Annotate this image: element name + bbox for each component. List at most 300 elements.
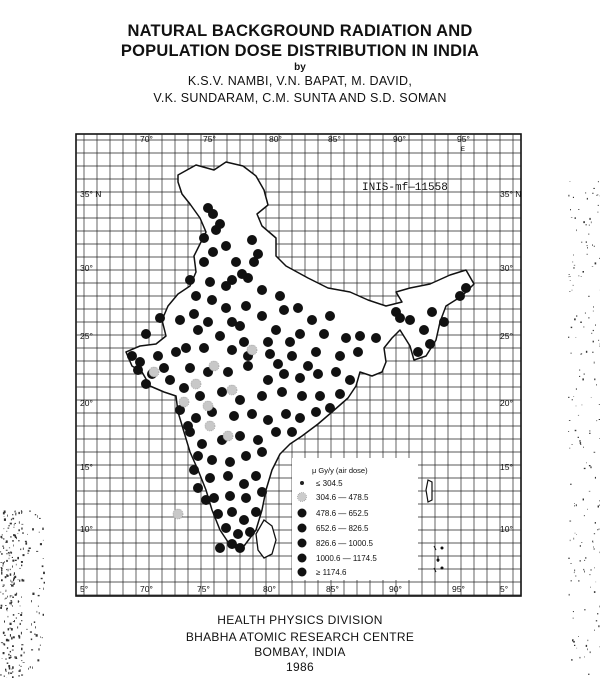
scan-speck <box>8 639 10 641</box>
scan-speck <box>597 194 598 195</box>
scan-speck <box>32 667 33 669</box>
scan-speck <box>15 511 16 513</box>
lon-bottom-95: 95° <box>452 584 465 594</box>
measurement-dot <box>253 249 263 259</box>
scan-speck <box>592 193 593 194</box>
scan-speck <box>12 597 14 598</box>
scan-speck <box>573 618 574 619</box>
measurement-dot <box>287 427 297 437</box>
scan-speck <box>5 576 7 578</box>
measurement-dot <box>257 311 267 321</box>
scan-speck <box>583 271 585 273</box>
scan-speck <box>584 609 586 610</box>
measurement-dot <box>335 389 345 399</box>
measurement-dot <box>217 387 227 397</box>
scan-speck <box>8 528 10 529</box>
scan-speck <box>4 635 6 636</box>
scan-speck <box>595 477 596 479</box>
scan-speck <box>591 398 592 399</box>
measurement-dot <box>251 507 261 517</box>
measurement-dot <box>221 523 231 533</box>
measurement-dot <box>287 351 297 361</box>
legend-label-5: 826.6 — 1000.5 <box>316 539 373 548</box>
scan-noise-left <box>0 420 45 678</box>
lon-bottom-70: 70° <box>140 584 153 594</box>
scan-speck <box>4 676 5 677</box>
legend-symbol-2 <box>298 493 307 502</box>
measurement-dot-light <box>209 361 219 371</box>
lat-label-30: 30° <box>80 263 93 273</box>
scan-speck <box>12 557 13 558</box>
scan-speck <box>593 188 594 189</box>
scan-speck <box>8 525 9 526</box>
scan-speck <box>582 378 584 380</box>
scan-speck <box>21 524 23 525</box>
scan-speck <box>595 522 596 524</box>
scan-speck <box>587 254 588 255</box>
measurement-dot-light <box>179 397 189 407</box>
measurement-dot <box>175 315 185 325</box>
measurement-dot <box>257 285 267 295</box>
measurement-dot <box>203 317 213 327</box>
title-line-1: NATURAL BACKGROUND RADIATION AND <box>127 22 473 40</box>
measurement-dot <box>307 315 317 325</box>
scan-speck <box>20 655 22 657</box>
measurement-dot <box>277 387 287 397</box>
scan-speck <box>570 540 571 541</box>
measurement-dot <box>179 383 189 393</box>
measurement-dot <box>205 277 215 287</box>
scan-speck <box>576 575 577 576</box>
scan-speck <box>596 582 597 583</box>
scan-speck <box>0 674 2 675</box>
scan-speck <box>586 224 587 225</box>
scan-speck <box>6 550 8 551</box>
scan-speck <box>569 276 571 277</box>
scan-speck <box>8 616 9 618</box>
scan-speck <box>589 431 590 432</box>
scan-speck <box>596 620 597 621</box>
scan-speck <box>20 606 21 607</box>
scan-noise-right <box>560 180 600 678</box>
measurement-dot <box>263 337 273 347</box>
scan-speck <box>20 614 22 616</box>
scan-speck <box>4 561 5 563</box>
scan-speck <box>2 537 3 539</box>
legend <box>292 458 418 580</box>
legend-label-3: 478.6 — 652.5 <box>316 509 369 518</box>
scan-speck <box>11 519 12 521</box>
scan-speck <box>598 506 599 508</box>
scan-speck <box>586 462 587 463</box>
scan-speck <box>3 562 4 564</box>
measurement-dot <box>241 301 251 311</box>
scan-speck <box>34 634 36 635</box>
scan-speck <box>2 534 3 535</box>
scan-speck <box>9 556 11 557</box>
lon-label-80: 80° <box>269 134 282 144</box>
scan-speck <box>570 209 571 210</box>
measurement-dot <box>191 291 201 301</box>
scan-speck <box>2 593 3 594</box>
scan-speck <box>581 542 582 543</box>
measurement-dot <box>271 427 281 437</box>
scan-speck <box>12 566 13 568</box>
scan-speck <box>587 509 588 510</box>
measurement-dot <box>257 487 267 497</box>
scan-speck <box>15 657 16 658</box>
measurement-dot <box>263 415 273 425</box>
scan-speck <box>573 255 574 256</box>
measurement-dot-light <box>247 345 257 355</box>
scan-speck <box>580 444 581 445</box>
measurement-dot <box>341 333 351 343</box>
measurement-dot <box>215 219 225 229</box>
scan-speck <box>16 564 17 566</box>
scan-speck <box>18 579 19 580</box>
scan-speck <box>21 648 23 651</box>
scan-speck <box>41 578 43 579</box>
scan-speck <box>568 397 569 398</box>
scan-speck <box>40 637 41 638</box>
scan-speck <box>19 670 20 672</box>
scan-speck <box>18 529 20 531</box>
scan-speck <box>34 621 35 623</box>
scan-speck <box>576 504 577 506</box>
scan-speck <box>37 611 38 613</box>
scan-speck <box>585 313 586 314</box>
scan-speck <box>588 640 589 641</box>
scan-speck <box>573 267 575 268</box>
scan-speck <box>5 598 7 599</box>
scan-speck <box>575 430 577 431</box>
scan-speck <box>589 225 590 226</box>
measurement-dot <box>395 313 405 323</box>
scan-speck <box>589 233 590 235</box>
scan-speck <box>580 560 581 561</box>
scan-speck <box>35 626 36 628</box>
measurement-dot-light <box>203 401 213 411</box>
scan-speck <box>36 634 38 637</box>
scan-speck <box>39 532 40 533</box>
scan-speck <box>581 242 582 243</box>
scan-speck <box>14 527 15 528</box>
measurement-dot <box>313 369 323 379</box>
measurement-dot <box>185 275 195 285</box>
measurement-dot <box>331 367 341 377</box>
measurement-dot <box>353 347 363 357</box>
scan-speck <box>593 311 594 312</box>
scan-speck <box>576 388 577 390</box>
scan-speck <box>23 548 24 550</box>
scan-speck <box>571 444 573 445</box>
report-number: INIS-mf—11558 <box>362 182 448 194</box>
scan-speck <box>12 560 14 562</box>
measurement-dot <box>193 325 203 335</box>
measurement-dot <box>229 411 239 421</box>
scan-speck <box>589 218 590 220</box>
measurement-dot <box>153 351 163 361</box>
measurement-dot <box>239 515 249 525</box>
scan-speck <box>578 437 579 438</box>
scan-speck <box>6 574 8 575</box>
lon-label-70: 70° <box>140 134 153 144</box>
scan-speck <box>594 379 595 381</box>
scan-speck <box>589 574 590 575</box>
measurement-dot <box>413 347 423 357</box>
scan-speck <box>1 567 2 569</box>
scan-speck <box>574 572 575 573</box>
scan-speck <box>594 567 595 568</box>
scan-speck <box>570 280 571 281</box>
scan-speck <box>11 604 12 605</box>
scan-speck <box>3 585 5 586</box>
scan-speck <box>575 533 576 534</box>
scan-speck <box>8 665 10 667</box>
scan-speck <box>20 568 21 569</box>
scan-speck <box>580 322 582 324</box>
scan-speck <box>31 600 32 602</box>
scan-speck <box>13 584 14 587</box>
scan-speck <box>587 247 588 248</box>
scan-speck <box>573 396 574 397</box>
measurement-dot <box>253 435 263 445</box>
scan-speck <box>569 291 571 292</box>
lat-right-25: 25° <box>500 331 513 341</box>
legend-symbol-5 <box>298 539 307 548</box>
scan-speck <box>581 354 582 355</box>
scan-speck <box>569 521 571 522</box>
scan-speck <box>1 553 2 555</box>
measurement-dot <box>247 409 257 419</box>
scan-speck <box>19 580 20 582</box>
scan-speck <box>11 637 13 639</box>
measurement-dot <box>319 329 329 339</box>
scan-speck <box>584 373 585 374</box>
scan-speck <box>571 659 573 660</box>
scan-speck <box>589 433 591 434</box>
scan-speck <box>569 448 570 449</box>
scan-speck <box>16 617 17 618</box>
measurement-dot <box>279 369 289 379</box>
lon-bottom-85: 85° <box>326 584 339 594</box>
scan-speck <box>23 662 25 663</box>
scan-speck <box>1 572 2 575</box>
scan-speck <box>16 537 17 539</box>
measurement-dot <box>251 471 261 481</box>
scan-speck <box>0 607 2 609</box>
scan-speck <box>21 675 23 676</box>
scan-speck <box>37 515 38 518</box>
measurement-dot <box>223 367 233 377</box>
scan-speck <box>43 540 44 541</box>
measurement-dot <box>208 209 218 219</box>
scan-speck <box>8 569 9 572</box>
scan-speck <box>37 659 39 661</box>
measurement-dot <box>461 283 471 293</box>
lat-right-5: 5° <box>500 584 509 594</box>
scan-speck <box>36 551 38 552</box>
scan-speck <box>0 592 1 593</box>
lon-label-95: 95° <box>457 134 470 144</box>
scan-speck <box>4 621 5 623</box>
lat-label-10: 10° <box>80 524 93 534</box>
scan-speck <box>4 644 5 646</box>
scan-speck <box>568 277 569 278</box>
scan-speck <box>16 593 17 595</box>
measurement-dot <box>425 339 435 349</box>
scan-speck <box>590 587 591 588</box>
scan-speck <box>17 533 18 534</box>
scan-speck <box>10 655 11 656</box>
scan-speck <box>3 565 4 566</box>
scan-speck <box>587 245 588 246</box>
scan-speck <box>7 596 8 598</box>
scan-speck <box>10 596 12 597</box>
scan-speck <box>576 534 577 535</box>
measurement-dot <box>185 363 195 373</box>
scan-speck <box>1 642 3 643</box>
scan-speck <box>594 452 596 453</box>
measurement-dot <box>239 479 249 489</box>
lon-label-85: 85° <box>328 134 341 144</box>
scan-speck <box>12 666 14 669</box>
scan-speck <box>593 341 594 343</box>
scan-speck <box>580 442 581 444</box>
scan-speck <box>38 648 39 650</box>
measurement-dot <box>227 507 237 517</box>
scan-speck <box>574 570 575 572</box>
scan-speck <box>44 582 45 584</box>
scan-speck <box>10 600 12 601</box>
scan-speck <box>578 415 579 416</box>
measurement-dot <box>241 451 251 461</box>
scan-speck <box>29 548 31 550</box>
scan-speck <box>12 514 13 515</box>
measurement-dot <box>141 379 151 389</box>
legend-label-2: 304.6 — 478.5 <box>316 493 369 502</box>
lon-bottom-80: 80° <box>263 584 276 594</box>
scan-speck <box>12 581 13 583</box>
scan-speck <box>7 611 8 612</box>
scan-speck <box>21 596 22 597</box>
scan-speck <box>24 652 25 654</box>
scan-speck <box>18 613 20 614</box>
measurement-dot <box>141 329 151 339</box>
measurement-dot <box>221 281 231 291</box>
scan-speck <box>4 516 5 517</box>
scan-speck <box>593 306 594 308</box>
scan-speck <box>572 290 573 291</box>
scan-speck <box>9 558 10 560</box>
scan-speck <box>573 641 575 643</box>
scan-speck <box>5 659 6 660</box>
measurement-dot <box>213 509 223 519</box>
scan-speck <box>584 657 585 658</box>
measurement-dot <box>311 407 321 417</box>
measurement-dot <box>243 361 253 371</box>
measurement-dot-light <box>227 385 237 395</box>
scan-speck <box>2 546 4 547</box>
scan-speck <box>580 369 581 371</box>
scan-speck <box>576 229 577 231</box>
measurement-dot <box>371 333 381 343</box>
measurement-dot <box>455 291 465 301</box>
scan-speck <box>590 466 591 468</box>
scan-speck <box>569 420 571 421</box>
measurement-dot-small <box>441 547 444 550</box>
measurement-dot <box>215 543 225 553</box>
measurement-dot <box>257 447 267 457</box>
measurement-dot <box>133 365 143 375</box>
measurement-dot <box>215 331 225 341</box>
measurement-dot <box>271 325 281 335</box>
measurement-dot <box>207 455 217 465</box>
measurement-dot <box>223 471 233 481</box>
scan-speck <box>8 552 9 553</box>
scan-speck <box>583 499 584 501</box>
measurement-dot <box>159 363 169 373</box>
measurement-dot <box>227 345 237 355</box>
scan-speck <box>574 503 575 504</box>
scan-speck <box>32 528 34 530</box>
scan-speck <box>9 628 11 629</box>
scan-speck <box>594 546 595 548</box>
scan-speck <box>589 465 591 466</box>
legend-label-6: 1000.6 — 1174.5 <box>316 554 377 563</box>
scan-speck <box>2 586 4 587</box>
measurement-dot-light <box>223 431 233 441</box>
scan-speck <box>18 512 20 514</box>
scan-speck <box>592 352 593 353</box>
scan-speck <box>581 405 582 406</box>
measurement-dot <box>257 391 267 401</box>
scan-speck <box>18 540 19 541</box>
scan-speck <box>568 558 570 559</box>
scan-speck <box>575 217 577 218</box>
scan-speck <box>598 181 599 182</box>
measurement-dot <box>233 529 243 539</box>
scan-speck <box>7 663 9 664</box>
scan-speck <box>23 554 25 556</box>
measurement-dot <box>281 409 291 419</box>
scan-speck <box>21 644 23 645</box>
scan-speck <box>594 591 596 593</box>
measurement-dot <box>295 329 305 339</box>
scan-speck <box>580 657 581 659</box>
measurement-dot <box>225 491 235 501</box>
measurement-dot <box>193 451 203 461</box>
scan-speck <box>31 623 32 625</box>
scan-speck <box>582 353 583 354</box>
scan-speck <box>4 599 5 600</box>
scan-speck <box>572 399 573 400</box>
scan-speck <box>14 620 15 622</box>
scan-speck <box>3 538 4 540</box>
measurement-dot <box>405 315 415 325</box>
scan-speck <box>18 675 20 676</box>
scan-speck <box>10 551 11 552</box>
scan-speck <box>581 276 582 277</box>
scan-speck <box>583 569 584 570</box>
scan-speck <box>568 431 569 432</box>
scan-speck <box>596 384 597 386</box>
scan-speck <box>580 545 581 547</box>
measurement-dot <box>295 373 305 383</box>
measurement-dot <box>293 303 303 313</box>
scan-speck <box>9 548 10 549</box>
measurement-dot <box>191 413 201 423</box>
